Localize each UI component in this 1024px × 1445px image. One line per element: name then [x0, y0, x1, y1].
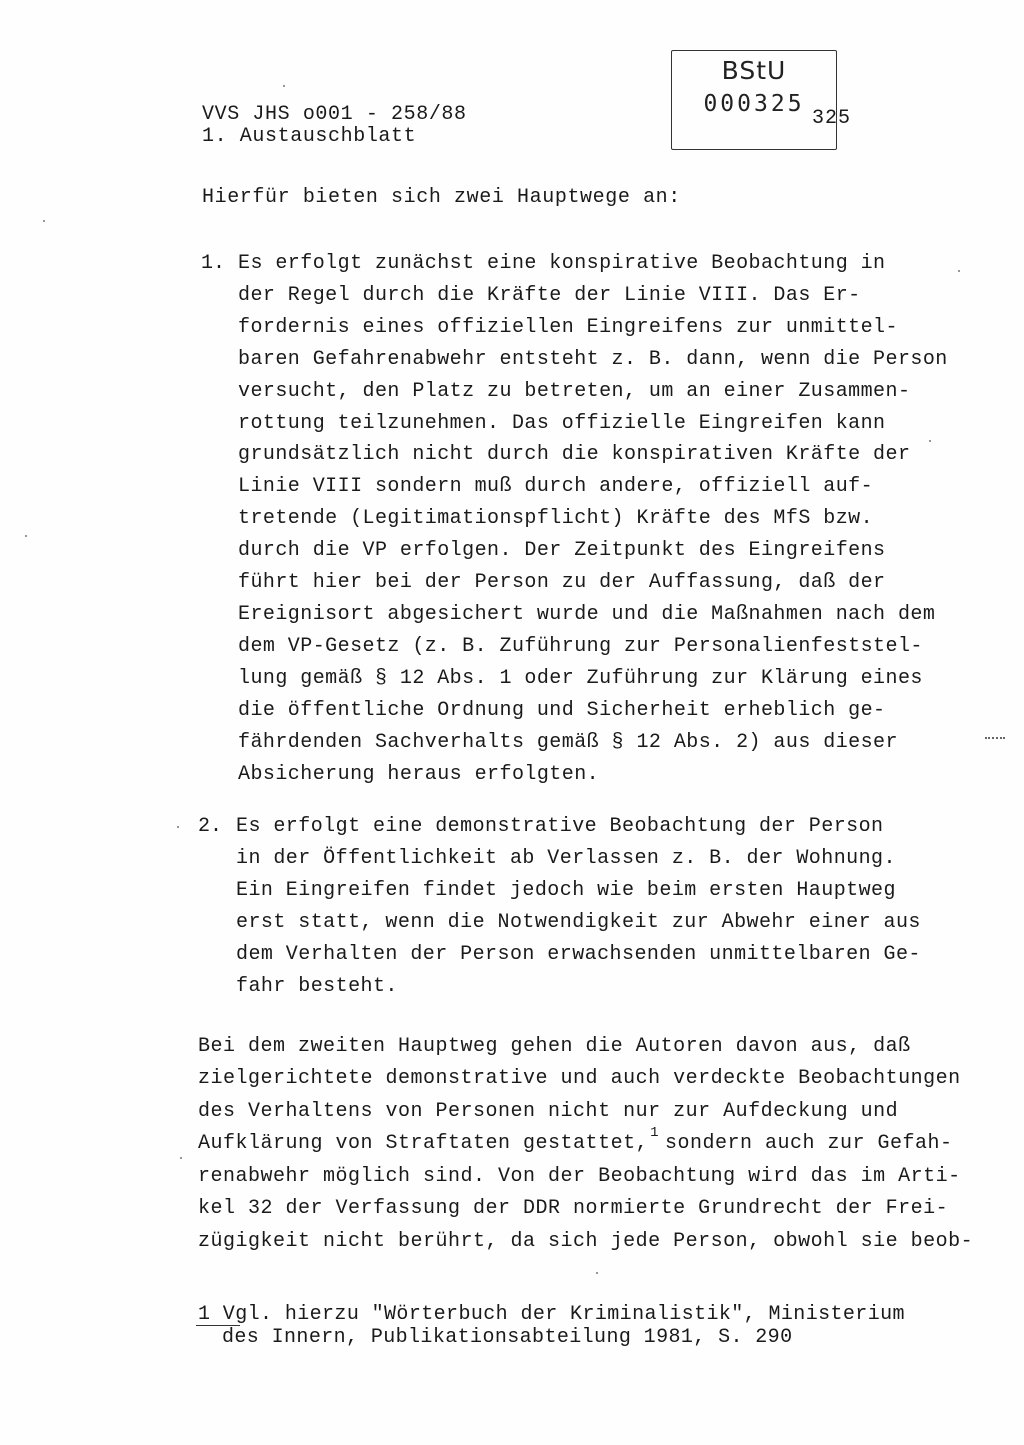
scan-speck [958, 270, 960, 272]
text-line: durch die VP erfolgen. Der Zeitpunkt des Eingreifens [238, 539, 886, 563]
text-line: lung gemäß § 12 Abs. 1 oder Zuführung zur Klärung eines [238, 666, 923, 690]
text-line [198, 1124, 973, 1161]
scan-speck [43, 220, 45, 222]
footnote-line: des Innern, Publikationsabteilung 1981, S. 290 [222, 1326, 793, 1349]
item-2-text [236, 811, 921, 1002]
scan-speck [177, 826, 179, 828]
item-1-text [238, 248, 948, 790]
document-subtitle: 1. Austauschblatt [202, 125, 417, 148]
scan-speck [180, 1157, 182, 1159]
text-line: grundsätzlich nicht durch die konspirativen Kräfte der [238, 443, 911, 467]
scan-speck [25, 535, 27, 537]
text-line: Linie VIII sondern muß durch andere, offiziell auf- [238, 475, 874, 499]
scan-speck [283, 85, 285, 87]
scan-speck [929, 440, 931, 442]
footnote [198, 1303, 905, 1349]
body-paragraph [198, 1031, 973, 1258]
text-line: fordernis eines offiziellen Eingreifens zur unmittel- [238, 315, 898, 339]
text-segment: sondern auch zur Gefah- [664, 1131, 953, 1155]
text-line: versucht, den Platz zu betreten, um an einer Zusammen- [238, 379, 911, 403]
document-reference: VVS JHS o001 - 258/88 [202, 103, 467, 126]
text-line: fahr besteht. [236, 974, 398, 998]
text-line: Bei dem zweiten Hauptweg gehen die Autoren davon aus, daß [198, 1035, 911, 1058]
text-line: fährdenden Sachverhalts gemäß § 12 Abs. 2) aus dieser [238, 730, 898, 754]
text-line: Es erfolgt eine demonstrative Beobachtung der Person [236, 815, 884, 838]
text-line: des Verhaltens von Personen nicht nur zur Aufdeckung und [198, 1099, 899, 1123]
text-line: zielgerichtete demonstrative und auch verdeckte Beobachtungen [198, 1067, 961, 1091]
text-line: Es erfolgt zunächst eine konspirative Beobachtung in [238, 252, 886, 275]
text-line: in der Öffentlichkeit ab Verlassen z. B. der Wohnung. [236, 846, 896, 870]
scan-mark [985, 737, 1005, 739]
stamp-number: 000325 [703, 91, 805, 117]
text-line: Ereignisort abgesichert wurde und die Maßnahmen nach dem [238, 602, 936, 626]
text-line: tretende (Legitimationspflicht) Kräfte des MfS bzw. [238, 507, 874, 531]
footnote-line: 1 Vgl. hierzu "Wörterbuch der Kriminalistik", Ministerium [198, 1303, 905, 1326]
item-2-number: 2. [198, 815, 223, 838]
page-number: 325 [812, 107, 852, 130]
text-segment: Aufklärung von Straftaten gestattet, [198, 1131, 649, 1155]
text-line: Ein Eingreifen findet jedoch wie beim ersten Hauptweg [236, 878, 896, 902]
footnote-reference: 1 [650, 1124, 659, 1141]
scan-speck [596, 1272, 598, 1274]
text-line: die öffentliche Ordnung und Sicherheit erheblich ge- [238, 698, 886, 722]
text-line: dem VP-Gesetz (z. B. Zuführung zur Personalienfeststel- [238, 634, 923, 658]
text-line: erst statt, wenn die Notwendigkeit zur Abwehr einer aus [236, 910, 921, 934]
text-line: Absicherung heraus erfolgten. [238, 762, 600, 786]
text-line: renabwehr möglich sind. Von der Beobachtung wird das im Arti- [198, 1165, 961, 1189]
text-line: der Regel durch die Kräfte der Linie VIII. Das Er- [238, 283, 861, 307]
text-line: baren Gefahrenabwehr entsteht z. B. dann, wenn die Person [238, 347, 948, 371]
text-line: zügigkeit nicht berührt, da sich jede Person, obwohl sie beob- [198, 1229, 974, 1253]
text-line: dem Verhalten der Person erwachsenden unmittelbaren Ge- [236, 942, 921, 966]
intro-sentence: Hierfür bieten sich zwei Hauptwege an: [202, 186, 681, 209]
text-line: rottung teilzunehmen. Das offizielle Eingreifen kann [238, 411, 886, 435]
text-line: kel 32 der Verfassung der DDR normierte Grundrecht der Frei- [198, 1197, 949, 1221]
archive-stamp [671, 50, 837, 150]
item-1-number: 1. [201, 252, 226, 275]
stamp-title: BStU [721, 56, 787, 85]
text-line: führt hier bei der Person zu der Auffassung, daß der [238, 571, 886, 595]
